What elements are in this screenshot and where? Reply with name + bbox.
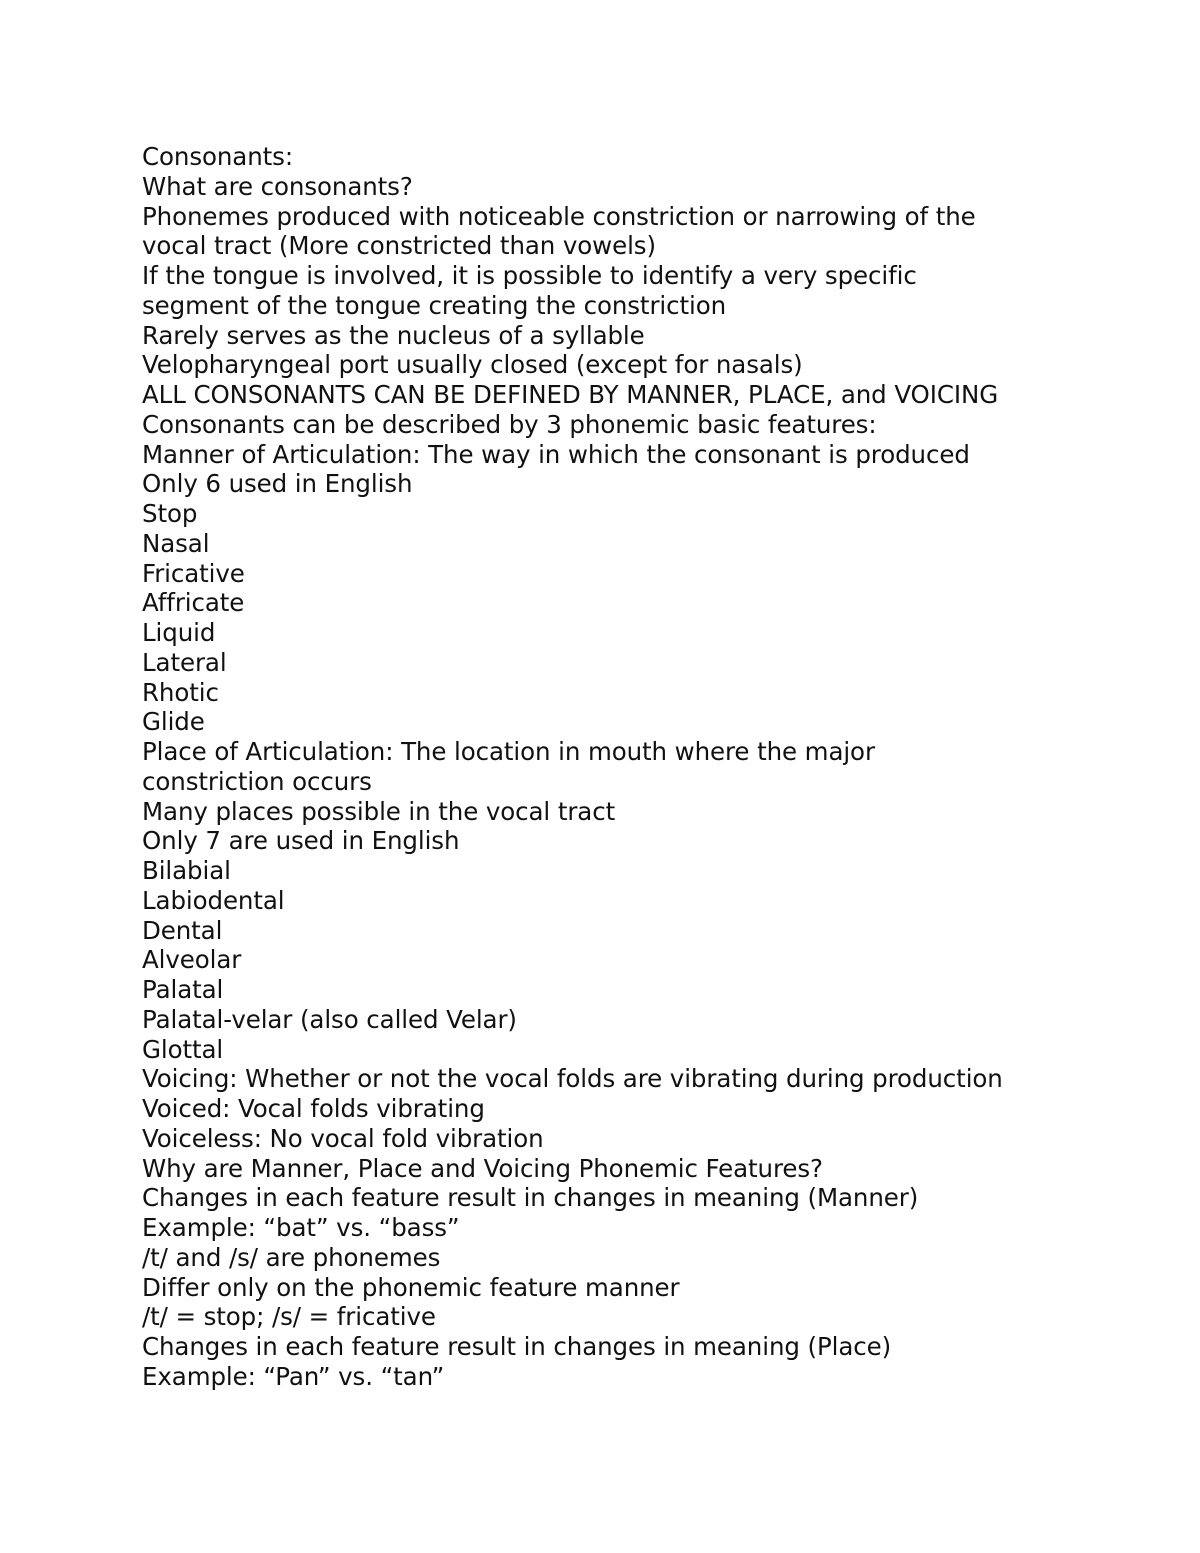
text-line: Fricative bbox=[142, 558, 245, 588]
text-line: What are consonants? bbox=[142, 171, 413, 201]
text-line: Voicing: Whether or not the vocal folds are vibrating during production bbox=[142, 1064, 1003, 1094]
text-line: Changes in each feature result in changes in meaning (Place) bbox=[142, 1332, 892, 1361]
text-line: Manner of Articulation: The way in which the consonant is produced bbox=[142, 439, 970, 469]
text-line: Nasal bbox=[142, 528, 210, 558]
text-line: vocal tract (More constricted than vowels) bbox=[142, 231, 656, 261]
text-line: Voiced: Vocal folds vibrating bbox=[142, 1094, 485, 1123]
text-line: Voiceless: No vocal fold vibration bbox=[142, 1123, 544, 1153]
text-line: Rhotic bbox=[142, 677, 219, 707]
text-line: segment of the tongue creating the constriction bbox=[142, 290, 727, 320]
text-line: Velopharyngeal port usually closed (except for nasals) bbox=[142, 350, 803, 380]
text-line: Affricate bbox=[142, 588, 245, 618]
text-line: Many places possible in the vocal tract bbox=[142, 796, 616, 826]
text-line: Phonemes produced with noticeable constriction or narrowing of the bbox=[142, 201, 976, 231]
text-line: /t/ and /s/ are phonemes bbox=[142, 1242, 441, 1272]
text-line: Palatal-velar (also called Velar) bbox=[142, 1004, 517, 1034]
text-line: Consonants: bbox=[142, 142, 293, 171]
text-line: constriction occurs bbox=[142, 766, 372, 796]
text-line: Alveolar bbox=[142, 945, 242, 975]
text-line: Only 6 used in English bbox=[142, 469, 413, 499]
text-line: Why are Manner, Place and Voicing Phonemic Features? bbox=[142, 1153, 823, 1183]
text-line: Stop bbox=[142, 499, 198, 528]
document-body bbox=[142, 142, 1142, 1392]
text-line: Example: “Pan” vs. “tan” bbox=[142, 1361, 445, 1391]
text-line: Changes in each feature result in changes in meaning (Manner) bbox=[142, 1183, 919, 1213]
text-line: Labiodental bbox=[142, 885, 285, 915]
text-line: If the tongue is involved, it is possible to identify a very specific bbox=[142, 261, 917, 290]
text-line: Example: “bat” vs. “bass” bbox=[142, 1213, 460, 1242]
text-line: Rarely serves as the nucleus of a syllable bbox=[142, 320, 645, 350]
text-line: Liquid bbox=[142, 618, 216, 647]
text-line: Glottal bbox=[142, 1034, 224, 1064]
text-line: Palatal bbox=[142, 975, 224, 1004]
text-line: ALL CONSONANTS CAN BE DEFINED BY MANNER, PLACE, and VOICING bbox=[142, 380, 999, 409]
text-line: Bilabial bbox=[142, 856, 231, 885]
text-line: /t/ = stop; /s/ = fricative bbox=[142, 1302, 436, 1332]
text-line: Dental bbox=[142, 915, 223, 945]
text-line: Only 7 are used in English bbox=[142, 826, 460, 856]
text-line: Place of Articulation: The location in mouth where the major bbox=[142, 737, 875, 766]
text-line: Consonants can be described by 3 phonemic basic features: bbox=[142, 409, 877, 439]
text-line: Glide bbox=[142, 707, 205, 737]
text-line: Lateral bbox=[142, 647, 227, 677]
text-line: Differ only on the phonemic feature manner bbox=[142, 1272, 680, 1302]
